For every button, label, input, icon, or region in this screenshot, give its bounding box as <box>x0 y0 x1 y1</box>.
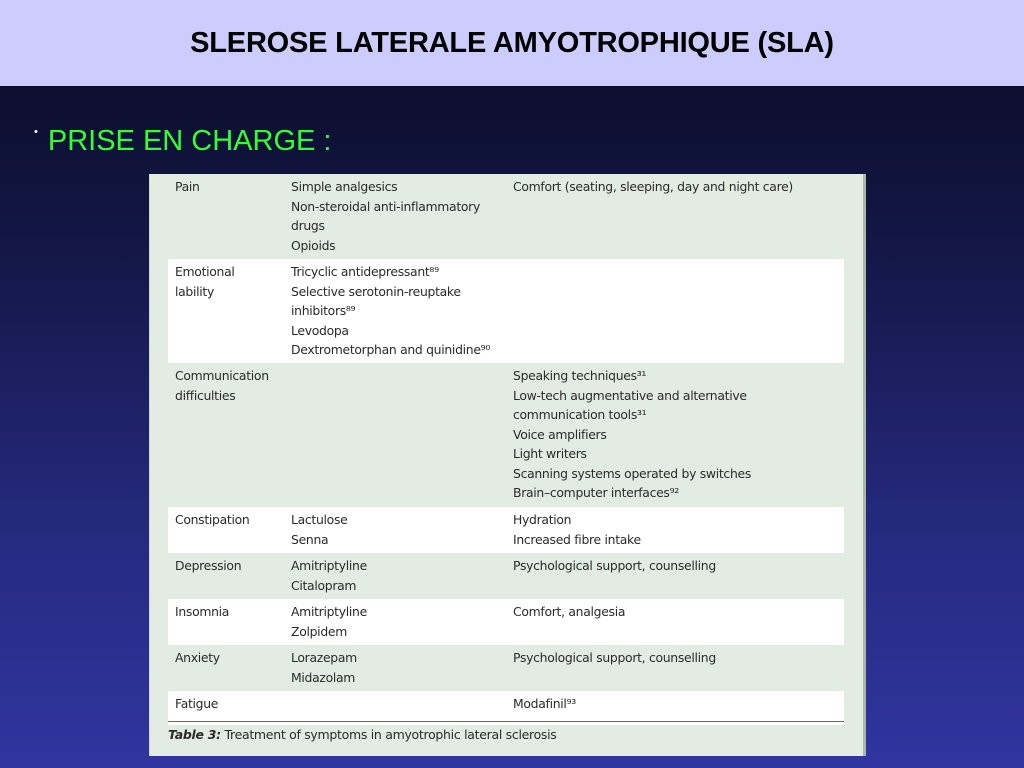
cell-line: inhibitors⁸⁹ <box>291 303 356 318</box>
cell-line: Emotional <box>175 264 235 279</box>
symptom-cell <box>175 366 285 405</box>
other-treatment-cell <box>513 366 843 503</box>
table-row <box>168 259 844 363</box>
other-treatment-cell <box>513 510 843 549</box>
cell-line: Fatigue <box>175 696 219 711</box>
cell-line: communication tools³¹ <box>513 407 647 422</box>
other-treatment-cell <box>513 556 843 576</box>
cell-line: Lactulose <box>291 512 348 527</box>
cell-line: drugs <box>291 218 325 233</box>
bullet-text: PRISE EN CHARGE : <box>47 125 332 157</box>
table-row <box>168 174 844 259</box>
cell-line: Levodopa <box>291 322 349 338</box>
cell-line: Tricyclic antidepressant⁸⁹ <box>291 264 439 279</box>
drug-cell <box>291 602 509 641</box>
cell-line: Psychological support, counselling <box>513 558 716 573</box>
bullet-marker: • <box>34 126 38 138</box>
bullet-item <box>34 122 331 160</box>
other-treatment-cell <box>513 177 843 197</box>
symptom-cell <box>175 177 285 197</box>
symptom-cell <box>175 510 285 530</box>
cell-line: Amitriptyline <box>291 604 367 619</box>
drug-cell <box>291 556 509 595</box>
cell-line: difficulties <box>175 387 236 403</box>
cell-line: Depression <box>175 558 242 573</box>
cell-line: Speaking techniques³¹ <box>513 368 647 383</box>
other-treatment-cell <box>513 694 843 714</box>
cell-line: Midazolam <box>291 669 356 685</box>
drug-cell <box>291 510 509 549</box>
table-row <box>168 691 844 725</box>
cell-line: Increased fibre intake <box>513 531 641 547</box>
symptom-cell <box>175 648 285 668</box>
cell-line: Insomnia <box>175 604 230 619</box>
table-row <box>168 553 844 599</box>
cell-line: Pain <box>175 179 200 194</box>
cell-line: lability <box>175 283 215 299</box>
cell-line: Psychological support, counselling <box>513 650 716 665</box>
table-row <box>168 599 844 645</box>
table-row <box>168 363 844 507</box>
cell-line: Lorazepam <box>291 650 357 665</box>
drug-cell <box>291 648 509 687</box>
table-caption <box>168 727 557 742</box>
cell-line: Anxiety <box>175 650 220 665</box>
cell-line: Hydration <box>513 512 572 527</box>
symptom-cell <box>175 556 285 576</box>
cell-line: Communication <box>175 368 269 383</box>
cell-line: Voice amplifiers <box>513 426 607 442</box>
cell-line: Scanning systems operated by switches <box>513 465 751 481</box>
symptom-cell <box>175 602 285 622</box>
drug-cell <box>291 177 509 255</box>
cell-line: Selective serotonin-reuptake <box>291 283 461 299</box>
cell-line: Opioids <box>291 237 336 253</box>
symptom-cell <box>175 262 285 301</box>
cell-line: Low-tech augmentative and alternative <box>513 387 747 403</box>
cell-line: Comfort, analgesia <box>513 604 626 619</box>
caption-text: Treatment of symptoms in amyotrophic lateral sclerosis <box>220 727 557 742</box>
cell-line: Constipation <box>175 512 250 527</box>
title-bar <box>0 0 1024 86</box>
caption-label: Table 3: <box>168 727 221 742</box>
treatment-table-image <box>149 174 866 756</box>
cell-line: Brain–computer interfaces⁹² <box>513 485 679 500</box>
treatment-table <box>168 174 844 725</box>
cell-line: Non-steroidal anti-inflammatory <box>291 198 481 214</box>
cell-line: Comfort (seating, sleeping, day and night care) <box>513 179 793 194</box>
other-treatment-cell <box>513 648 843 668</box>
table-row <box>168 507 844 553</box>
cell-line: Citalopram <box>291 577 357 593</box>
cell-line: Zolpidem <box>291 623 347 639</box>
slide-title: SLEROSE LATERALE AMYOTROPHIQUE (SLA) <box>190 26 834 59</box>
cell-line: Dextrometorphan and quinidine⁹⁰ <box>291 342 490 357</box>
cell-line: Senna <box>291 531 329 547</box>
other-treatment-cell <box>513 602 843 622</box>
drug-cell <box>291 262 509 360</box>
table-row <box>168 645 844 691</box>
cell-line: Simple analgesics <box>291 179 398 194</box>
cell-line: Light writers <box>513 446 587 461</box>
caption-divider <box>168 721 844 722</box>
cell-line: Modafinil⁹³ <box>513 696 576 711</box>
cell-line: Amitriptyline <box>291 558 367 573</box>
symptom-cell <box>175 694 285 714</box>
